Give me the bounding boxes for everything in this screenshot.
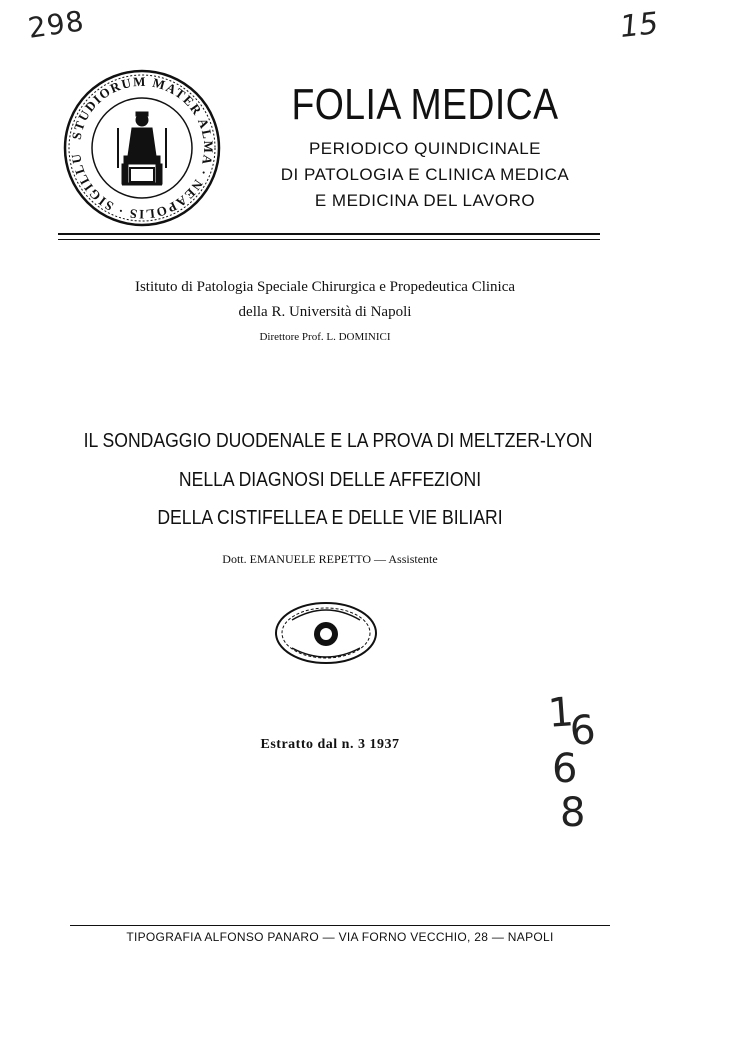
seal-legend: STUDIORUM MATER ALMA · NEAPOLIS · SIGILLU [68,73,217,223]
handwritten-number-298: 298 [25,4,87,45]
journal-subtitle-line: PERIODICO QUINDICINALE [308,139,542,158]
journal-subtitle-line: E MEDICINA DEL LAVORO [314,191,536,210]
university-seal [62,68,222,228]
printer-address: TIPOGRAFIA ALFONSO PANARO — VIA FORNO VECCHIO, 28 — NAPOLI [126,930,554,944]
institute-director: Direttore Prof. L. DOMINICI [259,331,391,343]
article-title-line: NELLA DIAGNOSI DELLE AFFEZIONI [178,469,482,491]
journal-title: FOLIA MEDICA [291,80,559,129]
handwritten-margin-mark: 6 [567,706,598,756]
institute-line: Istituto di Patologia Speciale Chirurgica e Propedeutica Clinica [134,279,516,295]
seal-icon [62,68,222,228]
header-divider-thin [58,239,600,240]
printer-emblem-icon [272,598,380,668]
article-author: Dott. EMANUELE REPETTO — Assistente [222,552,438,566]
handwritten-margin-mark: 1 [546,689,576,737]
article-title-line: DELLA CISTIFELLEA E DELLE VIE BILIARI [157,507,503,529]
handwritten-number-15: 15 [618,6,660,45]
printer-emblem [272,598,380,668]
journal-subtitle-line: DI PATOLOGIA E CLINICA MEDICA [280,165,570,184]
footer-divider [70,925,610,926]
header-divider [58,233,600,235]
handwritten-margin-mark: 8 [560,790,586,836]
extract-note: Estratto dal n. 3 1937 [260,737,400,752]
handwritten-margin-mark: 6 [552,746,578,792]
article-title-line: IL SONDAGGIO DUODENALE E LA PROVA DI MELTZER-LYON [83,430,593,452]
institute-university: della R. Università di Napoli [238,304,412,320]
